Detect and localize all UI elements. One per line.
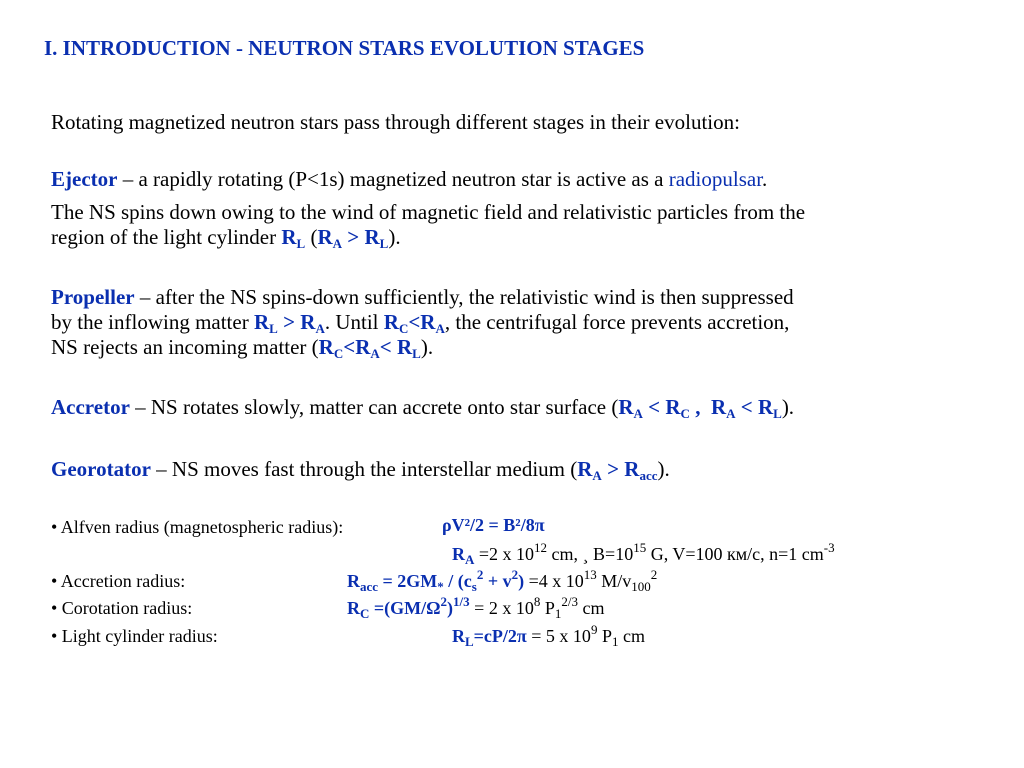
georotator-term: Georotator [51,457,151,481]
ejector-line-2: The NS spins down owing to the wind of magnetic field and relativistic particles from the [51,200,806,224]
light-cylinder-formula: $R_L=cP/2\pi = 5$ x $10^9$ $P_1$ cm [452,622,645,649]
ejector-text: – a rapidly rotating (P<1s) magnetized neutron star is active as a [117,167,669,191]
accretor-line: Accretor – NS rotates slowly, matter can accrete onto star surface ($R_A < R_C$ , $R_A < R_L$). [51,395,795,421]
propeller-line-2: by the inflowing matter $R_L > R_A$. Until $R_C<R_A$, the centrifugal force prevents accretion, [51,310,790,336]
accretion-label: • Accretion radius: [51,571,186,591]
propeller-line-3: NS rejects an incoming matter $(R_C<R_A< R_L)$. [51,335,434,361]
alfven-label: • Alfven radius (magnetospheric radius): [51,517,344,537]
ejector-line-3: region of the light cylinder $R_L$ $(R_A > R_L)$. [51,225,401,251]
alfven-formula: ρV²/2 = B²/8π [442,515,545,535]
accretion-formula: $R_{acc} = 2GM_* / (c_s^2 + v^2) =4$ x $10^{13}$ $M/v_{100}^2$ [347,567,658,594]
accretor-term: Accretor [51,395,130,419]
propeller-line-1: Propeller – after the NS spins-down sufficiently, the relativistic wind is then suppressed [51,285,794,309]
corotation-formula: $R_C =(GM/\Omega^2)^{1/3} = 2$ x $10^8$ $P_1^{2/3}$ cm [347,594,605,621]
radiopulsar-link[interactable]: radiopulsar [668,167,763,191]
alfven-value: $R_A =2$ x $10^{12}$ cm, ¸ $B=10^{15}$ G, V=100 км/с, n=1 $cm^{-3}$ [452,540,835,567]
propeller-term: Propeller [51,285,135,309]
intro-text: Rotating magnetized neutron stars pass through different stages in their evolution: [51,110,740,134]
light-cylinder-label: • Light cylinder radius: [51,626,218,646]
ejector-line-1: Ejector – a rapidly rotating (P<1s) magnetized neutron star is active as a radiopulsar. [51,167,768,191]
georotator-line: Georotator – NS moves fast through the interstellar medium $(R_A > R_{acc})$. [51,457,670,483]
page-title: I. INTRODUCTION - NEUTRON STARS EVOLUTION STAGES [44,36,645,60]
corotation-label: • Corotation radius: [51,598,193,618]
ejector-term: Ejector [51,167,118,191]
